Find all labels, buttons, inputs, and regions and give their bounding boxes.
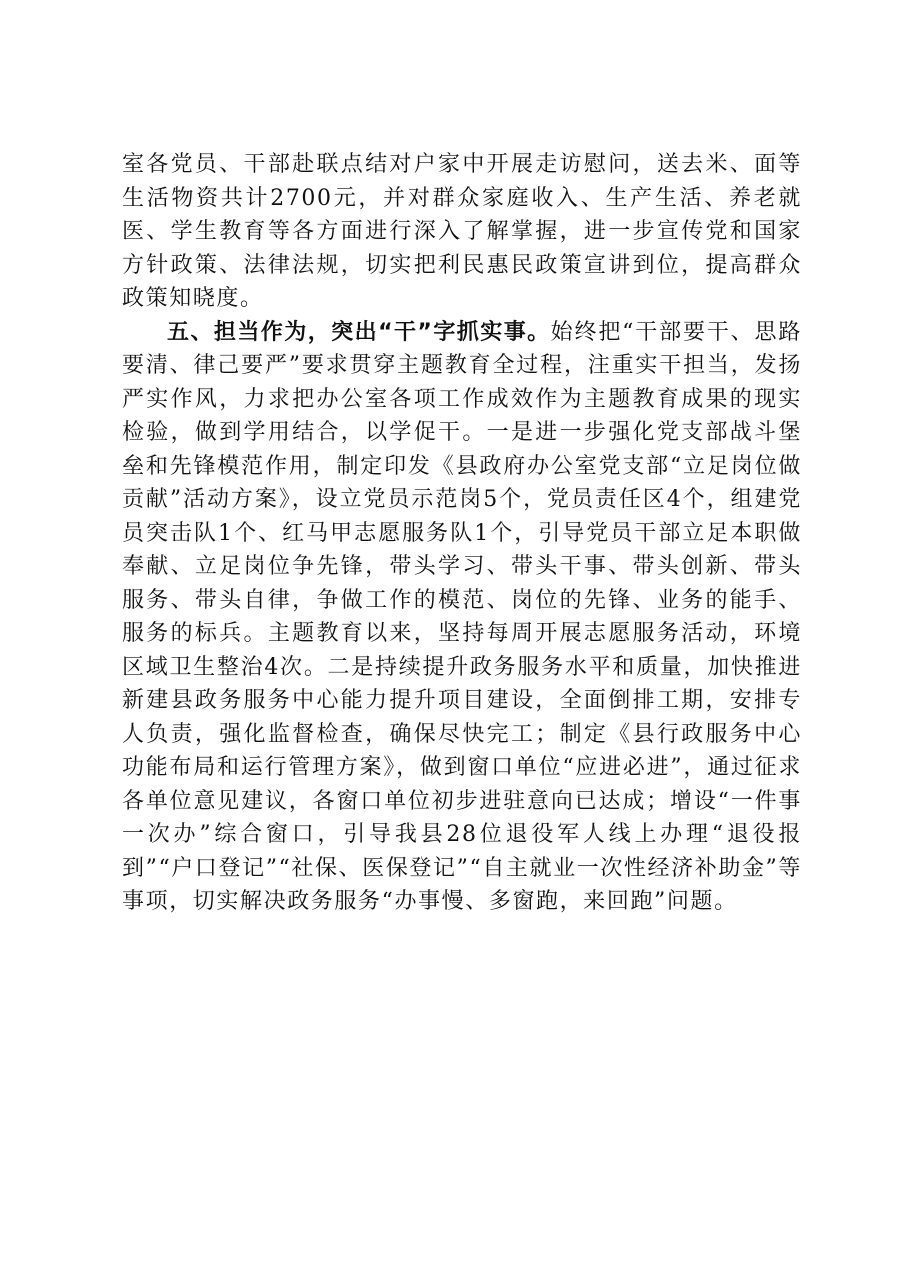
paragraph-continuation: 室各党员、干部赴联点结对户家中开展走访慰问，送去米、面等生活物资共计2700元，并对群众家庭收入、生产生活、养老就医、学生教育等各方面进行深入了解掌握，进一步宣传党和国家方针政策、法律法规，切实把利民惠民政策宣讲到位，提高群众政策知晓度。 (122, 152, 802, 311)
paragraph-section-five (122, 316, 802, 919)
document-body (122, 148, 802, 919)
section-body: 始终把“干部要干、思路要清、律己要严”要求贯穿主题教育全过程，注重实干担当，发扬严实作风，力求把办公室各项工作成效作为主题教育成果的现实检验，做到学用结合，以学促干。一是进一步强化党支部战斗堡垒和先锋模范作用，制定印发《县政府办公室党支部“立足岗位做贡献”活动方案》，设立党员示范岗5个，党员责任区4个，组建党员突击队1个、红马甲志愿服务队1个，引导党员干部立足本职做奉献、立足岗位争先锋，带头学习、带头干事、带头创新、带头服务、带头自律，争做工作的模范、岗位的先锋、业务的能手、服务的标兵。主题教育以来，坚持每周开展志愿服务活动，环境区域卫生整治4次。二是持续提升政务服务水平和质量，加快推进新建县政务服务中心能力提升项目建设，全面倒排工期，安排专人负责，强化监督检查，确保尽快完工；制定《县行政服务中心功能布局和运行管理方案》，做到窗口单位“应进必进”，通过征求各单位意见建议，各窗口单位初步进驻意向已达成；增设“一件事一次办”综合窗口，引导我县28位退役军人线上办理“退役报到”“户口登记”“社保、医保登记”“自主就业一次性经济补助金”等事项，切实解决政务服务“办事慢、多窗跑，来回跑”问题。 (122, 319, 802, 914)
section-heading: 五、担当作为，突出“干”字抓实事。 (167, 319, 551, 345)
